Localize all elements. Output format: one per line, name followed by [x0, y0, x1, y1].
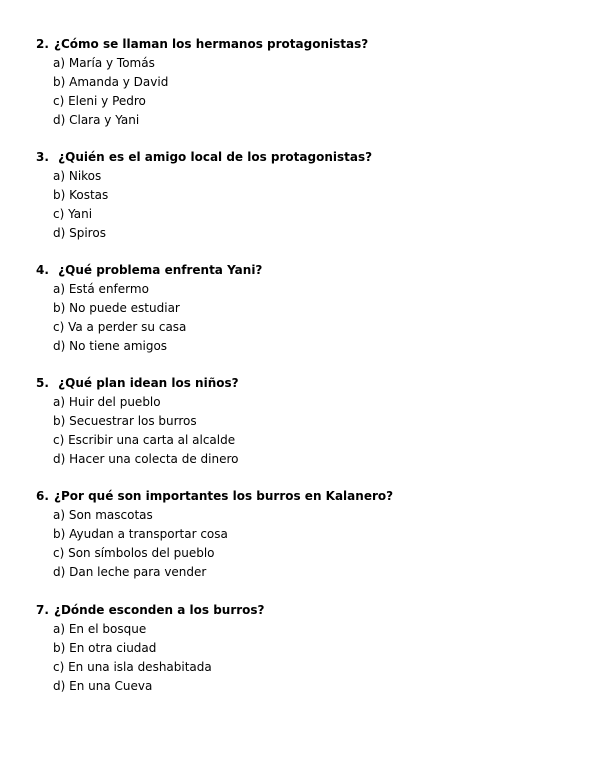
answer-option-b: b) Amanda y David — [53, 75, 169, 89]
question-title — [36, 262, 262, 278]
answer-option-b: b) En otra ciudad — [53, 641, 157, 655]
question-title — [36, 36, 368, 52]
answer-option-b: b) Secuestrar los burros — [53, 414, 197, 428]
answer-option-c: c) Escribir una carta al alcalde — [53, 433, 236, 447]
answer-option-a: a) Nikos — [53, 169, 102, 183]
answer-option-c: c) Son símbolos del pueblo — [53, 546, 215, 560]
answer-options — [53, 281, 186, 357]
answer-option-d: d) Clara y Yani — [53, 113, 140, 127]
question-title — [36, 375, 239, 391]
answer-option-d: d) En una Cueva — [53, 679, 153, 693]
question-text: ¿Qué plan idean los niños? — [54, 376, 239, 390]
question-text: ¿Quién es el amigo local de los protagonistas? — [54, 150, 373, 164]
answer-options — [53, 507, 228, 583]
answer-option-d: d) Spiros — [53, 226, 106, 240]
answer-options — [53, 168, 108, 244]
answer-option-a: a) En el bosque — [53, 622, 147, 636]
answer-option-d: d) Dan leche para vender — [53, 565, 207, 579]
answer-option-a: a) Son mascotas — [53, 508, 153, 522]
question-text: ¿Dónde esconden a los burros? — [54, 603, 265, 617]
question-text: ¿Por qué son importantes los burros en Kalanero? — [54, 489, 394, 503]
answer-options — [53, 394, 239, 470]
question-number: 6. — [36, 489, 49, 503]
question-title — [36, 488, 393, 504]
answer-option-a: a) María y Tomás — [53, 56, 155, 70]
question-text: ¿Cómo se llaman los hermanos protagonistas? — [54, 37, 369, 51]
answer-option-a: a) Está enfermo — [53, 282, 149, 296]
answer-option-a: a) Huir del pueblo — [53, 395, 161, 409]
question-number: 3. — [36, 150, 49, 164]
answer-option-b: b) Ayudan a transportar cosa — [53, 527, 228, 541]
question-title — [36, 149, 372, 165]
answer-option-c: c) Yani — [53, 207, 93, 221]
answer-option-b: b) No puede estudiar — [53, 301, 180, 315]
question-number: 4. — [36, 263, 49, 277]
question-number: 5. — [36, 376, 49, 390]
question-number: 2. — [36, 37, 49, 51]
question-text: ¿Qué problema enfrenta Yani? — [54, 263, 263, 277]
answer-option-b: b) Kostas — [53, 188, 109, 202]
answer-option-d: d) No tiene amigos — [53, 339, 168, 353]
answer-option-c: c) En una isla deshabitada — [53, 660, 212, 674]
answer-options — [53, 55, 168, 131]
answer-option-d: d) Hacer una colecta de dinero — [53, 452, 239, 466]
question-number: 7. — [36, 603, 49, 617]
question-title — [36, 602, 265, 618]
answer-option-c: c) Va a perder su casa — [53, 320, 187, 334]
answer-option-c: c) Eleni y Pedro — [53, 94, 146, 108]
answer-options — [53, 621, 212, 697]
